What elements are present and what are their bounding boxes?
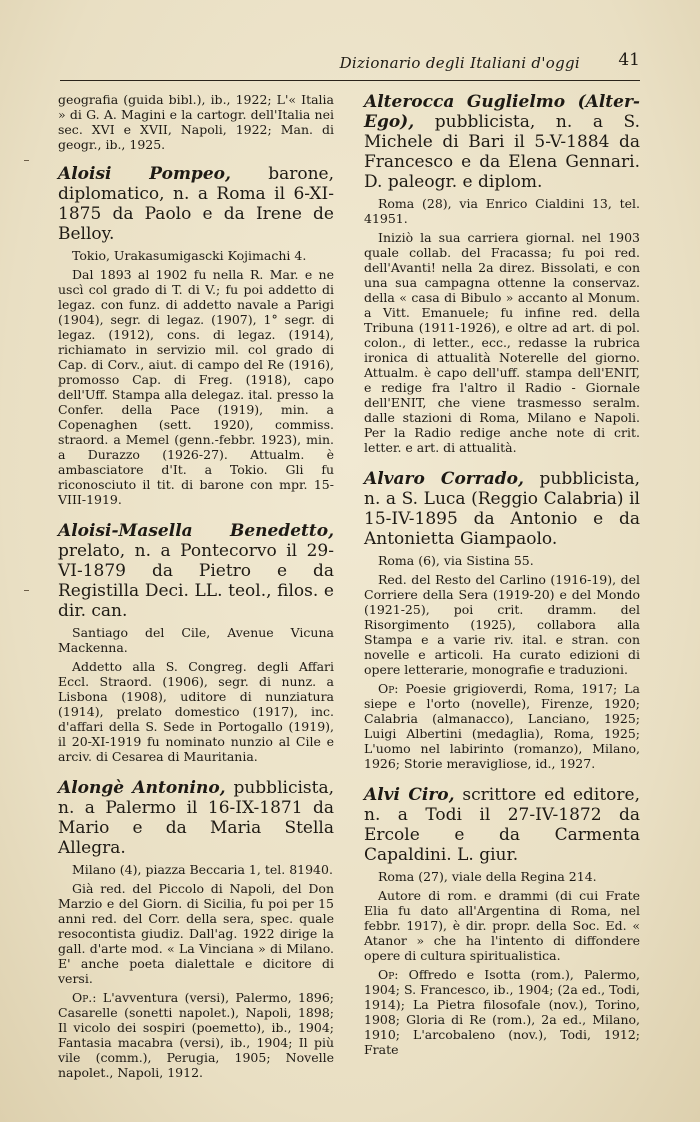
- entry-heading: [58, 521, 334, 621]
- entry-heading: [364, 785, 640, 865]
- entry-biography: Addetto alla S. Congreg. degli Affari Eccl. Straord. (1906), segr. di nunz. a Lisbona (1908), uditore di nunziatura (1914), prelato domestico (1917), inc. d'affari della S. Sede in Portogallo (1919), il 20-XI-1919 fu nominato nunzio al Cile e arciv. di Cesarea di Mauritania.: [58, 659, 334, 764]
- entry-address: Roma (6), via Sistina 55.: [378, 553, 534, 568]
- entry-address: Roma (27), viale della Regina 214.: [378, 869, 597, 884]
- entry-heading: [364, 469, 640, 549]
- entry-alonge-antonino: [58, 778, 334, 1080]
- works-label: Op:: [378, 681, 399, 696]
- entry-alvi-ciro: [364, 785, 640, 1057]
- page-header: [60, 48, 640, 74]
- entry-name: Aloisi-Masella Benedetto,: [58, 521, 334, 541]
- works-list: L'avventura (versi), Palermo, 1896; Casarelle (sonetti napolet.), Napoli, 1898; Il vicolo dei sospiri (poemetto), ib., 1904; Fantasia macabra (versi), ib., 1904; Il più vile (comm.), Perugia, 1905; Novelle napolet., Napoli, 1912.: [58, 990, 334, 1080]
- entry-biography: Red. del Resto del Carlino (1916-19), del Corriere della Sera (1919-20) e del Mondo (1921-25), poi crit. dramm. del Risorgimento (1925), collabora alla Stampa e a varie riv. ital. e stran. con novelle e articoli. Ha curato edizioni di opere letterarie, monografie e traduzioni.: [364, 572, 640, 677]
- entry-works: [58, 990, 334, 1080]
- entry-address: Milano (4), piazza Beccaria 1, tel. 81940.: [72, 862, 333, 877]
- entry-aloisi-masella: [58, 521, 334, 764]
- entry-summary: barone, diplomatico, n. a Roma il 6-XI-1875 da Paolo e da Irene de Belloy.: [58, 164, 334, 244]
- running-title: Dizionario degli Italiani d'oggi: [339, 54, 580, 72]
- entry-heading: [58, 164, 334, 244]
- entry-summary: pubblicista, n. a S. Luca (Reggio Calabria) il 15-IV-1895 da Antonio e da Antonietta Giampaolo.: [364, 469, 641, 549]
- entry-biography: Autore di rom. e drammi (di cui Frate Elia fu dato all'Argentina di Roma, nel febbr. 1917), è dir. propr. della Soc. Ed. « Atanor » che ha l'intento di diffondere opere di cultura spiritualistica.: [364, 888, 640, 963]
- page-number: 41: [618, 50, 640, 70]
- entry-alvaro-corrado: [364, 469, 640, 771]
- left-column: [58, 92, 334, 1094]
- entry-works: [364, 967, 640, 1057]
- entry-summary: scrittore ed editore, n. a Todi il 27-IV-1872 da Ercole e da Carmenta Capaldini. L. giur.: [364, 785, 641, 865]
- entry-name: Aloisi Pompeo,: [58, 164, 231, 184]
- entry-address: Tokio, Urakasumigascki Kojimachi 4.: [72, 248, 307, 263]
- entry-heading: [58, 778, 334, 858]
- entry-summary: pubblicista, n. a S. Michele di Bari il 5-V-1884 da Francesco e da Elena Gennari. D. paleogr. e diplom.: [364, 112, 641, 192]
- entry-aloisi-pompeo: [58, 164, 334, 507]
- entry-summary: prelato, n. a Pontecorvo il 29-VI-1879 da Pietro e da Registilla Deci. LL. teol., filos. e dir. can.: [58, 541, 334, 621]
- entry-name: Alvi Ciro,: [364, 785, 455, 805]
- works-list: Poesie grigioverdi, Roma, 1917; La siepe e l'orto (novelle), Firenze, 1920; Calabria (almanacco), Lanciano, 1925; Luigi Albertini (medaglia), Roma, 1925; L'uomo nel labirinto (romanzo), Milano, 1926; Storie meravigliose, id., 1927.: [364, 681, 640, 771]
- entry-address: Santiago del Cile, Avenue Vicuna Mackenna.: [58, 625, 334, 655]
- entry-biography: Dal 1893 al 1902 fu nella R. Mar. e ne uscì col grado di T. di V.; fu poi addetto di legaz. con funz. di addetto navale a Parigi (1904), segr. di legaz. (1907), 1° segr. di legaz. (1912), cons. di legaz. (1914), richiamato in servizio mil. col grado di Cap. di Corv., aiut. di campo del Re (1916), promosso Cap. di Freg. (1918), capo dell'Uff. Stampa alla delegaz. ital. presso la Confer. della Pace (1919), min. a Copenaghen (sett. 1920), commiss. straord. a Memel (genn.-febbr. 1923), min. a Durazzo (1926-27). Attualm. è ambasciatore d'It. a Tokio. Gli fu riconosciuto il tit. di barone con mpr. 15-VIII-1919.: [58, 267, 334, 507]
- works-label: Op:: [378, 967, 399, 982]
- entry-summary: pubblicista, n. a Palermo il 16-IX-1871 da Mario e da Maria Stella Allegra.: [58, 778, 334, 858]
- entry-name: Alongè Antonino,: [58, 778, 226, 798]
- entry-name: Alvaro Corrado,: [364, 469, 524, 489]
- entry-alterocca-guglielmo: [364, 92, 640, 455]
- entry-works: [364, 681, 640, 771]
- works-label: Op.:: [72, 990, 97, 1005]
- entry-name: Alterocca Guglielmo (Alter-Ego),: [364, 92, 640, 132]
- margin-mark: [24, 160, 29, 161]
- margin-mark: [24, 590, 29, 591]
- entry-biography: Già red. del Piccolo di Napoli, del Don Marzio e del Giorn. di Sicilia, fu poi per 15 anni red. del Corr. della sera, spec. quale resocontista giudiz. Dall'ag. 1922 dirige la gall. d'arte mod. « La Vinciana » di Milano. E' anche poeta dialettale e dicitore di versi.: [58, 881, 334, 986]
- entry-address: Roma (28), via Enrico Cialdini 13, tel. 41951.: [364, 196, 640, 226]
- right-column: [364, 92, 640, 1071]
- works-list: Offredo e Isotta (rom.), Palermo, 1904; S. Francesco, ib., 1904; (2a ed., Todi, 1914); La Pietra filosofale (nov.), Torino, 1908; Gloria di Re (rom.), 2a ed., Milano, 1910; L'arcobaleno (nov.), Todi, 1912; Frate: [364, 967, 640, 1057]
- continued-text: geografia (guida bibl.), ib., 1922; L'« Italia » di G. A. Magini e la cartogr. dell'Italia nei sec. XVI e XVII, Napoli, 1922; Man. di geogr., ib., 1925.: [58, 92, 334, 152]
- header-rule: [60, 80, 640, 81]
- entry-biography: Iniziò la sua carriera giornal. nel 1903 quale collab. del Fracassa; fu poi red. dell'Avanti! nella 2a direz. Bissolati, e con una sua campagna ottenne la conservaz. della « casa di Bibulo » accanto al Monum. a Vitt. Emanuele; fu infine red. della Tribuna (1911-1926), e oltre ad art. di pol. colon., di letter., ecc., redasse la rubrica ironica di attualità Noterelle del giorno. Attualm. è capo dell'uff. stampa dell'ENIT, e redige fra l'altro il Radio - Giornale dell'ENIT, che viene trasmesso seralm. dalle stazioni di Roma, Milano e Napoli. Per la Radio redige anche note di crit. letter. e art. di attualità.: [364, 230, 640, 455]
- entry-heading: [364, 92, 640, 192]
